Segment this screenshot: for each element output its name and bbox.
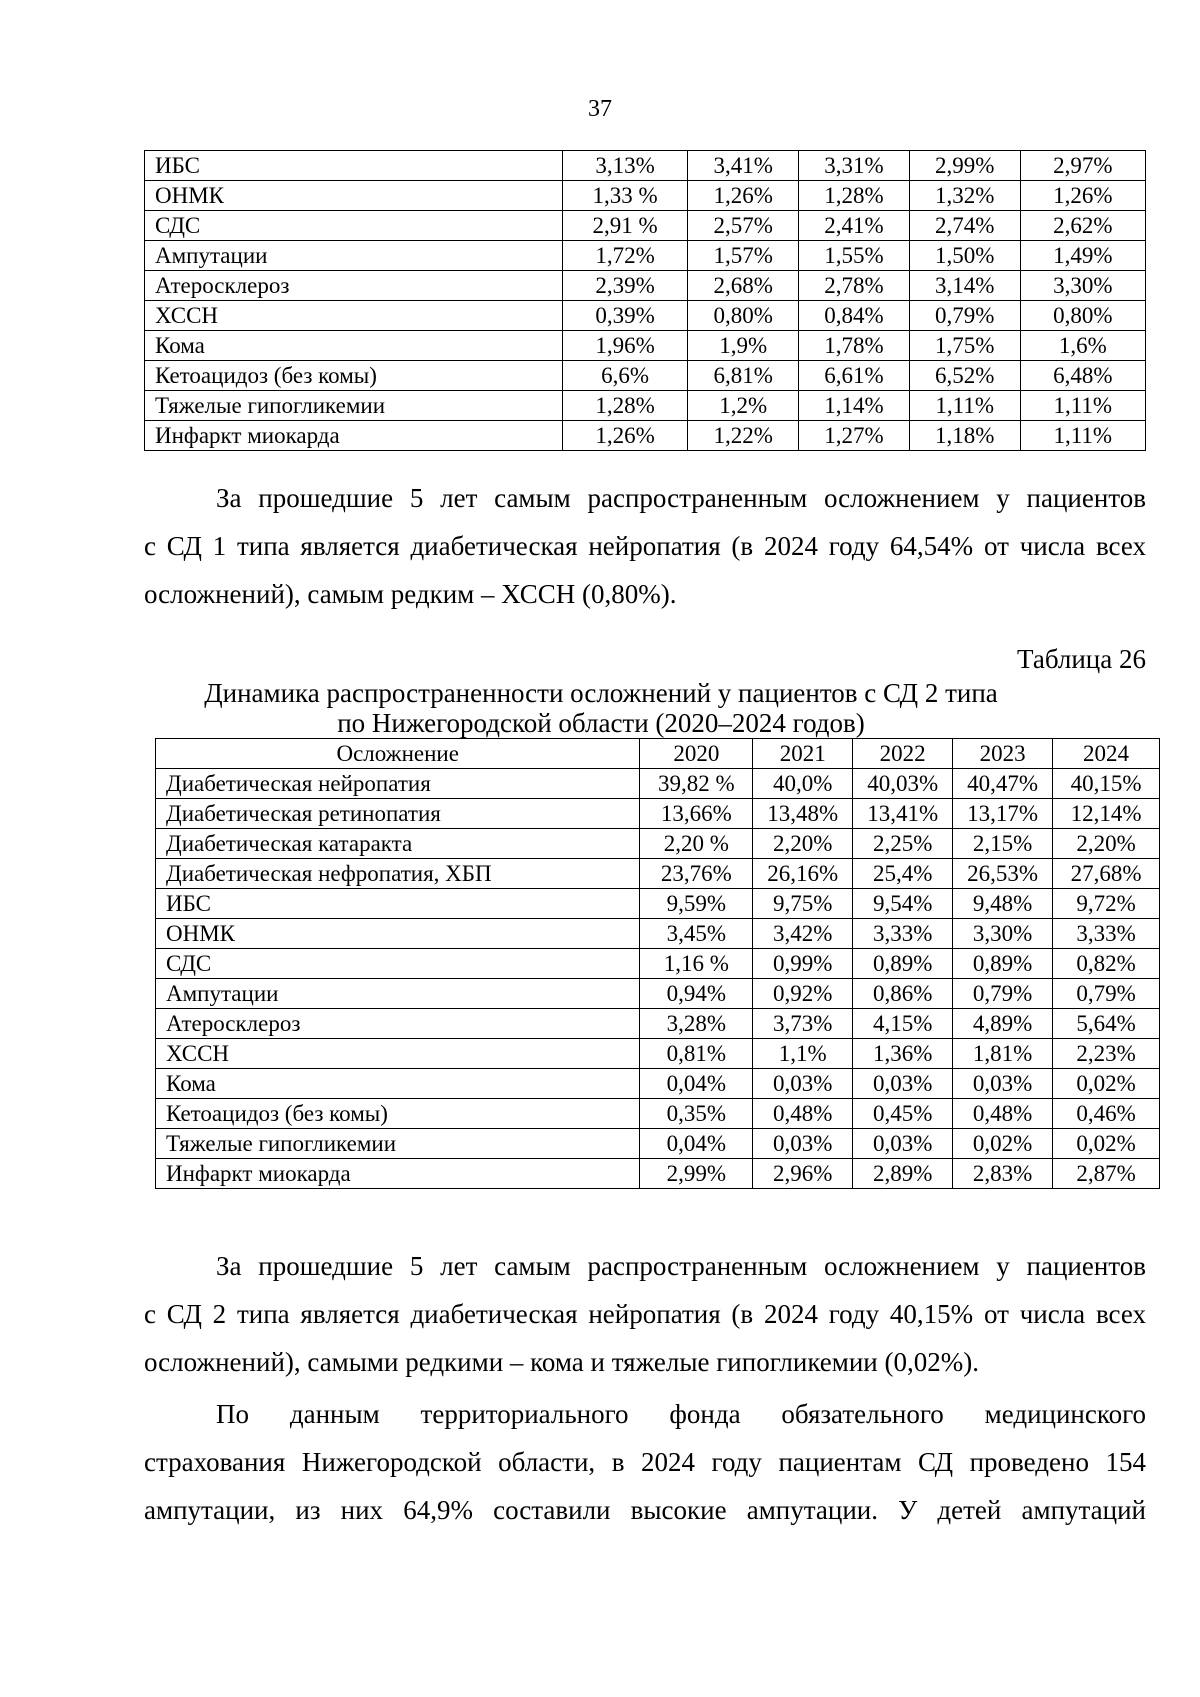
table-row <box>156 829 1160 859</box>
table-row <box>156 889 1160 919</box>
header-cell: 2023 <box>953 739 1053 769</box>
row-label: ОНМК <box>145 181 563 211</box>
paragraph-line: ампутации, из них 64,9% составили высокие ампутации. У детей ампутаций <box>144 1495 1146 1525</box>
value-cell: 2,97% <box>1020 151 1145 181</box>
value-cell: 27,68% <box>1053 859 1160 889</box>
table-row <box>145 241 1146 271</box>
paragraph-line: страхования Нижегородской области, в 2024 году пациентам СД проведено 154 <box>144 1447 1146 1477</box>
value-cell: 0,02% <box>1053 1129 1160 1159</box>
table-row <box>145 211 1146 241</box>
value-cell: 2,68% <box>688 271 799 301</box>
value-cell: 2,89% <box>853 1159 953 1189</box>
table-row <box>156 1039 1160 1069</box>
value-cell: 2,74% <box>909 211 1020 241</box>
value-cell: 0,03% <box>753 1129 853 1159</box>
table-title-line2: по Нижегородской области (2020–2024 годов) <box>337 708 865 738</box>
table-row <box>156 799 1160 829</box>
table-row <box>156 859 1160 889</box>
table-row <box>156 1129 1160 1159</box>
value-cell: 1,2% <box>688 391 799 421</box>
value-cell: 1,27% <box>799 421 910 451</box>
value-cell: 1,78% <box>799 331 910 361</box>
value-cell: 2,96% <box>753 1159 853 1189</box>
row-label: Атеросклероз <box>156 1009 640 1039</box>
row-label: ХССН <box>145 301 563 331</box>
value-cell: 2,62% <box>1020 211 1145 241</box>
value-cell: 9,59% <box>640 889 753 919</box>
value-cell: 1,11% <box>1020 421 1145 451</box>
value-cell: 3,30% <box>953 919 1053 949</box>
value-cell: 4,89% <box>953 1009 1053 1039</box>
value-cell: 9,54% <box>853 889 953 919</box>
value-cell: 0,99% <box>753 949 853 979</box>
value-cell: 3,42% <box>753 919 853 949</box>
row-label: Инфаркт миокарда <box>145 421 563 451</box>
paragraph-type2-summary <box>144 1242 1146 1386</box>
value-cell: 40,03% <box>853 769 953 799</box>
value-cell: 2,39% <box>562 271 687 301</box>
row-label: Тяжелые гипогликемии <box>156 1129 640 1159</box>
table-row <box>145 151 1146 181</box>
paragraph-line: За прошедшие 5 лет самым распространенным осложнением у пациентов <box>216 483 1146 513</box>
row-label: СДС <box>145 211 563 241</box>
value-cell: 1,57% <box>688 241 799 271</box>
value-cell: 1,11% <box>909 391 1020 421</box>
table-row <box>145 331 1146 361</box>
paragraph-amputations <box>144 1390 1146 1534</box>
header-cell: 2021 <box>753 739 853 769</box>
value-cell: 6,6% <box>562 361 687 391</box>
value-cell: 1,28% <box>799 181 910 211</box>
table-row <box>145 271 1146 301</box>
value-cell: 2,87% <box>1053 1159 1160 1189</box>
value-cell: 0,79% <box>909 301 1020 331</box>
header-cell: 2024 <box>1053 739 1160 769</box>
value-cell: 3,28% <box>640 1009 753 1039</box>
value-cell: 2,99% <box>640 1159 753 1189</box>
value-cell: 0,80% <box>1020 301 1145 331</box>
row-label: ИБС <box>156 889 640 919</box>
row-label: Диабетическая нейропатия <box>156 769 640 799</box>
value-cell: 2,83% <box>953 1159 1053 1189</box>
value-cell: 3,31% <box>799 151 910 181</box>
value-cell: 26,53% <box>953 859 1053 889</box>
value-cell: 1,14% <box>799 391 910 421</box>
value-cell: 13,66% <box>640 799 753 829</box>
value-cell: 0,04% <box>640 1069 753 1099</box>
value-cell: 3,13% <box>562 151 687 181</box>
value-cell: 3,41% <box>688 151 799 181</box>
value-cell: 13,41% <box>853 799 953 829</box>
paragraph-line: осложнений), самым редким – ХССН (0,80%). <box>144 579 677 609</box>
row-label: Диабетическая катаракта <box>156 829 640 859</box>
value-cell: 3,14% <box>909 271 1020 301</box>
value-cell: 0,03% <box>753 1069 853 1099</box>
table-row <box>145 421 1146 451</box>
value-cell: 1,22% <box>688 421 799 451</box>
value-cell: 0,02% <box>1053 1069 1160 1099</box>
table-row <box>156 949 1160 979</box>
value-cell: 9,48% <box>953 889 1053 919</box>
paragraph-line: За прошедшие 5 лет самым распространенным осложнением у пациентов <box>216 1251 1146 1281</box>
value-cell: 0,79% <box>953 979 1053 1009</box>
value-cell: 1,16 % <box>640 949 753 979</box>
value-cell: 1,81% <box>953 1039 1053 1069</box>
value-cell: 2,25% <box>853 829 953 859</box>
row-label: Кома <box>145 331 563 361</box>
value-cell: 3,30% <box>1020 271 1145 301</box>
value-cell: 1,6% <box>1020 331 1145 361</box>
paragraph-line: с СД 1 типа является диабетическая нейропатия (в 2024 году 64,54% от числа всех <box>144 531 1146 561</box>
value-cell: 40,15% <box>1053 769 1160 799</box>
value-cell: 9,72% <box>1053 889 1160 919</box>
value-cell: 0,02% <box>953 1129 1053 1159</box>
value-cell: 2,91 % <box>562 211 687 241</box>
value-cell: 1,26% <box>1020 181 1145 211</box>
paragraph-line: По данным территориального фонда обязательного медицинского <box>216 1399 1146 1429</box>
value-cell: 26,16% <box>753 859 853 889</box>
value-cell: 1,18% <box>909 421 1020 451</box>
table-row <box>145 361 1146 391</box>
value-cell: 40,0% <box>753 769 853 799</box>
table-row <box>156 979 1160 1009</box>
value-cell: 1,75% <box>909 331 1020 361</box>
row-label: Атеросклероз <box>145 271 563 301</box>
value-cell: 0,89% <box>953 949 1053 979</box>
value-cell: 6,61% <box>799 361 910 391</box>
value-cell: 0,48% <box>753 1099 853 1129</box>
value-cell: 9,75% <box>753 889 853 919</box>
value-cell: 2,23% <box>1053 1039 1160 1069</box>
value-cell: 0,46% <box>1053 1099 1160 1129</box>
table-row <box>145 181 1146 211</box>
value-cell: 3,33% <box>1053 919 1160 949</box>
value-cell: 1,50% <box>909 241 1020 271</box>
value-cell: 1,96% <box>562 331 687 361</box>
value-cell: 6,48% <box>1020 361 1145 391</box>
header-cell: 2022 <box>853 739 953 769</box>
paragraph-line: с СД 2 типа является диабетическая нейропатия (в 2024 году 40,15% от числа всех <box>144 1299 1146 1329</box>
value-cell: 1,33 % <box>562 181 687 211</box>
value-cell: 2,20% <box>753 829 853 859</box>
table-number: Таблица 26 <box>1017 644 1146 674</box>
table-row <box>145 391 1146 421</box>
row-label: Тяжелые гипогликемии <box>145 391 563 421</box>
row-label: Диабетическая ретинопатия <box>156 799 640 829</box>
value-cell: 2,15% <box>953 829 1053 859</box>
value-cell: 1,32% <box>909 181 1020 211</box>
row-label: Кетоацидоз (без комы) <box>156 1099 640 1129</box>
value-cell: 2,41% <box>799 211 910 241</box>
value-cell: 12,14% <box>1053 799 1160 829</box>
table-row <box>156 1159 1160 1189</box>
table-row <box>156 1069 1160 1099</box>
value-cell: 1,28% <box>562 391 687 421</box>
value-cell: 0,81% <box>640 1039 753 1069</box>
value-cell: 1,1% <box>753 1039 853 1069</box>
value-cell: 3,45% <box>640 919 753 949</box>
row-label: ОНМК <box>156 919 640 949</box>
value-cell: 1,72% <box>562 241 687 271</box>
table-row <box>156 1009 1160 1039</box>
header-cell: Осложнение <box>156 739 640 769</box>
complications-table-type2 <box>155 738 1160 1189</box>
row-label: СДС <box>156 949 640 979</box>
value-cell: 39,82 % <box>640 769 753 799</box>
value-cell: 3,33% <box>853 919 953 949</box>
value-cell: 0,45% <box>853 1099 953 1129</box>
row-label: ИБС <box>145 151 563 181</box>
table-row <box>156 1099 1160 1129</box>
value-cell: 1,11% <box>1020 391 1145 421</box>
value-cell: 0,84% <box>799 301 910 331</box>
table-row <box>156 919 1160 949</box>
value-cell: 1,55% <box>799 241 910 271</box>
row-label: ХССН <box>156 1039 640 1069</box>
value-cell: 40,47% <box>953 769 1053 799</box>
value-cell: 1,26% <box>562 421 687 451</box>
table-row <box>145 301 1146 331</box>
value-cell: 2,20% <box>1053 829 1160 859</box>
row-label: Диабетическая нефропатия, ХБП <box>156 859 640 889</box>
paragraph-type1-summary <box>144 474 1146 618</box>
value-cell: 2,20 % <box>640 829 753 859</box>
value-cell: 13,48% <box>753 799 853 829</box>
complications-table-type1 <box>144 150 1146 451</box>
value-cell: 0,79% <box>1053 979 1160 1009</box>
value-cell: 0,86% <box>853 979 953 1009</box>
value-cell: 1,26% <box>688 181 799 211</box>
row-label: Ампутации <box>156 979 640 1009</box>
paragraph-line: осложнений), самыми редкими – кома и тяжелые гипогликемии (0,02%). <box>144 1347 979 1377</box>
value-cell: 2,57% <box>688 211 799 241</box>
row-label: Инфаркт миокарда <box>156 1159 640 1189</box>
value-cell: 1,9% <box>688 331 799 361</box>
value-cell: 0,03% <box>953 1069 1053 1099</box>
value-cell: 4,15% <box>853 1009 953 1039</box>
value-cell: 0,48% <box>953 1099 1053 1129</box>
page-number: 37 <box>588 96 612 122</box>
value-cell: 0,94% <box>640 979 753 1009</box>
value-cell: 13,17% <box>953 799 1053 829</box>
value-cell: 0,82% <box>1053 949 1160 979</box>
value-cell: 0,39% <box>562 301 687 331</box>
value-cell: 6,52% <box>909 361 1020 391</box>
value-cell: 3,73% <box>753 1009 853 1039</box>
value-cell: 0,35% <box>640 1099 753 1129</box>
value-cell: 0,80% <box>688 301 799 331</box>
value-cell: 0,03% <box>853 1129 953 1159</box>
table-header-row <box>156 739 1160 769</box>
value-cell: 0,92% <box>753 979 853 1009</box>
value-cell: 1,49% <box>1020 241 1145 271</box>
value-cell: 0,03% <box>853 1069 953 1099</box>
row-label: Кетоацидоз (без комы) <box>145 361 563 391</box>
header-cell: 2020 <box>640 739 753 769</box>
table-title-line1: Динамика распространенности осложнений у пациентов с СД 2 типа <box>204 678 998 708</box>
value-cell: 5,64% <box>1053 1009 1160 1039</box>
value-cell: 2,99% <box>909 151 1020 181</box>
value-cell: 23,76% <box>640 859 753 889</box>
value-cell: 0,89% <box>853 949 953 979</box>
value-cell: 1,36% <box>853 1039 953 1069</box>
table-row <box>156 769 1160 799</box>
value-cell: 6,81% <box>688 361 799 391</box>
row-label: Кома <box>156 1069 640 1099</box>
value-cell: 2,78% <box>799 271 910 301</box>
row-label: Ампутации <box>145 241 563 271</box>
value-cell: 0,04% <box>640 1129 753 1159</box>
value-cell: 25,4% <box>853 859 953 889</box>
